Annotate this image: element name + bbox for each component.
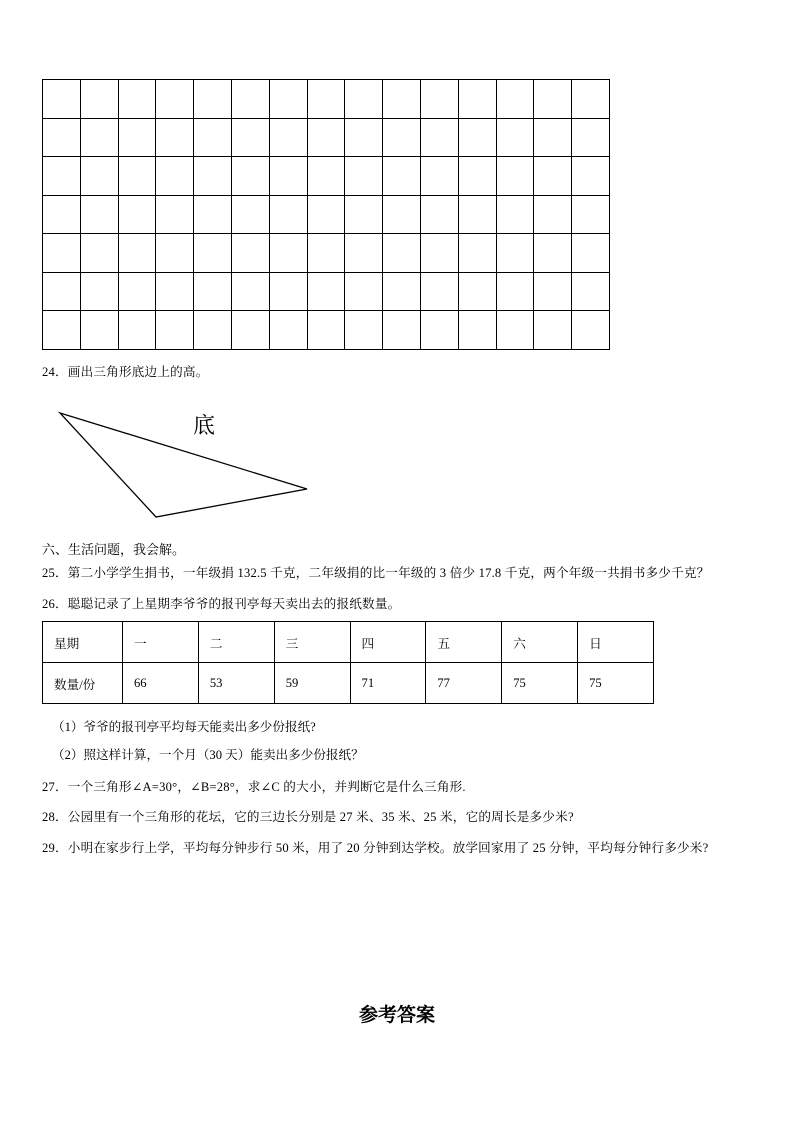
day-cell: 六 xyxy=(502,622,578,663)
grid-cell xyxy=(383,195,421,234)
grid-cell xyxy=(269,195,307,234)
grid-cell xyxy=(80,272,118,311)
grid-row xyxy=(43,272,610,311)
grid-cell xyxy=(156,272,194,311)
grid-cell xyxy=(156,80,194,119)
count-cell: 77 xyxy=(426,663,502,704)
grid-cell xyxy=(383,272,421,311)
grid-cell xyxy=(231,80,269,119)
grid-cell xyxy=(420,157,458,196)
grid-cell xyxy=(534,272,572,311)
grid-cell xyxy=(43,80,81,119)
grid-cell xyxy=(383,80,421,119)
grid-cell xyxy=(307,195,345,234)
grid-cell xyxy=(458,118,496,157)
grid-cell xyxy=(156,234,194,273)
grid-cell xyxy=(420,118,458,157)
grid-cell xyxy=(496,80,534,119)
count-cell: 53 xyxy=(198,663,274,704)
grid-cell xyxy=(572,80,610,119)
count-cell: 59 xyxy=(274,663,350,704)
grid-cell xyxy=(534,80,572,119)
grid-cell xyxy=(496,118,534,157)
triangle-shape xyxy=(60,413,307,517)
row-label-count: 数量/份 xyxy=(43,663,123,704)
grid-cell xyxy=(572,195,610,234)
grid-cell xyxy=(383,234,421,273)
day-cell: 四 xyxy=(350,622,426,663)
grid-cell xyxy=(156,157,194,196)
grid-cell xyxy=(269,118,307,157)
question-28-text: 28．公园里有一个三角形的花坛，它的三边长分别是 27 米、35 米、25 米，它的周长是多少米? xyxy=(42,810,574,824)
grid-cell xyxy=(194,311,232,350)
grid-cell xyxy=(194,157,232,196)
grid-cell xyxy=(345,272,383,311)
grid-cell xyxy=(194,80,232,119)
grid-cell xyxy=(496,311,534,350)
grid-cell xyxy=(458,311,496,350)
grid-row xyxy=(43,234,610,273)
grid-cell xyxy=(458,195,496,234)
day-cell: 日 xyxy=(578,622,654,663)
grid-cell xyxy=(80,80,118,119)
grid-cell xyxy=(43,311,81,350)
grid-cell xyxy=(572,234,610,273)
question-27-text: 27．一个三角形∠A=30°，∠B=28°，求∠C 的大小，并判断它是什么三角形. xyxy=(42,780,466,794)
table-row xyxy=(43,663,654,704)
grid-row xyxy=(43,195,610,234)
question-26-text: 26．聪聪记录了上星期李爷爷的报刊亭每天卖出去的报纸数量。 xyxy=(42,597,401,611)
grid-row xyxy=(43,118,610,157)
grid-cell xyxy=(118,195,156,234)
grid-cell xyxy=(572,272,610,311)
grid-cell xyxy=(496,272,534,311)
grid-cell xyxy=(345,195,383,234)
day-cell: 二 xyxy=(198,622,274,663)
grid-cell xyxy=(118,157,156,196)
grid-cell xyxy=(80,118,118,157)
grid-cell xyxy=(572,157,610,196)
grid-cell xyxy=(307,234,345,273)
grid-cell xyxy=(420,234,458,273)
grid-row xyxy=(43,157,610,196)
grid-cell xyxy=(231,311,269,350)
grid-cell xyxy=(345,80,383,119)
day-cell: 三 xyxy=(274,622,350,663)
grid-cell xyxy=(420,80,458,119)
grid-cell xyxy=(383,118,421,157)
grid-cell xyxy=(231,272,269,311)
grid-cell xyxy=(420,311,458,350)
grid-cell xyxy=(156,311,194,350)
grid-cell xyxy=(345,234,383,273)
data-table xyxy=(42,621,654,704)
count-cell: 75 xyxy=(578,663,654,704)
grid-cell xyxy=(345,311,383,350)
section-six-heading: 六、生活问题，我会解。 xyxy=(42,542,186,557)
grid-cell xyxy=(534,118,572,157)
grid-cell xyxy=(269,311,307,350)
grid-cell xyxy=(534,195,572,234)
grid-cell xyxy=(156,118,194,157)
grid-cell xyxy=(269,234,307,273)
question-24-text: 24．画出三角形底边上的高。 xyxy=(42,365,209,379)
grid-cell xyxy=(194,234,232,273)
grid-cell xyxy=(572,311,610,350)
grid-cell xyxy=(534,311,572,350)
grid-cell xyxy=(231,234,269,273)
grid-cell xyxy=(194,272,232,311)
grid-cell xyxy=(118,80,156,119)
grid-cell xyxy=(420,195,458,234)
grid-cell xyxy=(43,195,81,234)
grid-cell xyxy=(118,311,156,350)
count-cell: 66 xyxy=(123,663,199,704)
grid-cell xyxy=(458,157,496,196)
grid-cell xyxy=(156,195,194,234)
grid-cell xyxy=(269,157,307,196)
day-cell: 五 xyxy=(426,622,502,663)
grid-cell xyxy=(383,157,421,196)
grid-cell xyxy=(118,272,156,311)
grid-cell xyxy=(307,80,345,119)
grid-cell xyxy=(118,234,156,273)
grid-row xyxy=(43,311,610,350)
grid-cell xyxy=(307,311,345,350)
grid-cell xyxy=(496,234,534,273)
grid-cell xyxy=(420,272,458,311)
day-cell: 一 xyxy=(123,622,199,663)
grid-table xyxy=(42,79,610,350)
grid-cell xyxy=(43,157,81,196)
grid-cell xyxy=(458,272,496,311)
question-29-text: 29．小明在家步行上学，平均每分钟步行 50 米，用了 20 分钟到达学校。放学回家用了 25 分钟，平均每分钟行多少米? xyxy=(42,841,709,855)
triangle-base-label: 底 xyxy=(193,413,216,438)
grid-cell xyxy=(534,234,572,273)
count-cell: 75 xyxy=(502,663,578,704)
grid-cell xyxy=(43,234,81,273)
grid-cell xyxy=(269,80,307,119)
grid-cell xyxy=(269,272,307,311)
blank-square-grid xyxy=(42,79,610,350)
grid-cell xyxy=(307,118,345,157)
grid-cell xyxy=(383,311,421,350)
grid-row xyxy=(43,80,610,119)
grid-cell xyxy=(231,195,269,234)
grid-cell xyxy=(80,157,118,196)
grid-cell xyxy=(307,157,345,196)
grid-cell xyxy=(231,118,269,157)
grid-cell xyxy=(231,157,269,196)
reference-answers-title: 参考答案 xyxy=(358,1005,435,1026)
grid-cell xyxy=(345,118,383,157)
grid-cell xyxy=(80,311,118,350)
grid-cell xyxy=(572,118,610,157)
grid-cell xyxy=(118,118,156,157)
row-label-weekday: 星期 xyxy=(43,622,123,663)
grid-cell xyxy=(43,118,81,157)
grid-cell xyxy=(43,272,81,311)
grid-cell xyxy=(194,195,232,234)
question-25-text: 25．第二小学学生捐书，一年级捐 132.5 千克，二年级捐的比一年级的 3 倍少 17.8 千克，两个年级一共捐书多少千克？ xyxy=(42,566,710,580)
grid-cell xyxy=(458,80,496,119)
grid-cell xyxy=(345,157,383,196)
grid-cell xyxy=(307,272,345,311)
count-cell: 71 xyxy=(350,663,426,704)
grid-cell xyxy=(194,118,232,157)
question-26-sub-2: （2）照这样计算，一个月（30 天）能卖出多少份报纸？ xyxy=(52,748,364,762)
grid-cell xyxy=(458,234,496,273)
grid-cell xyxy=(534,157,572,196)
grid-cell xyxy=(80,234,118,273)
newspaper-data-table xyxy=(42,621,654,704)
grid-cell xyxy=(80,195,118,234)
grid-cell xyxy=(496,157,534,196)
grid-cell xyxy=(496,195,534,234)
table-row xyxy=(43,622,654,663)
question-26-sub-1: （1）爷爷的报刊亭平均每天能卖出多少份报纸? xyxy=(52,720,316,734)
